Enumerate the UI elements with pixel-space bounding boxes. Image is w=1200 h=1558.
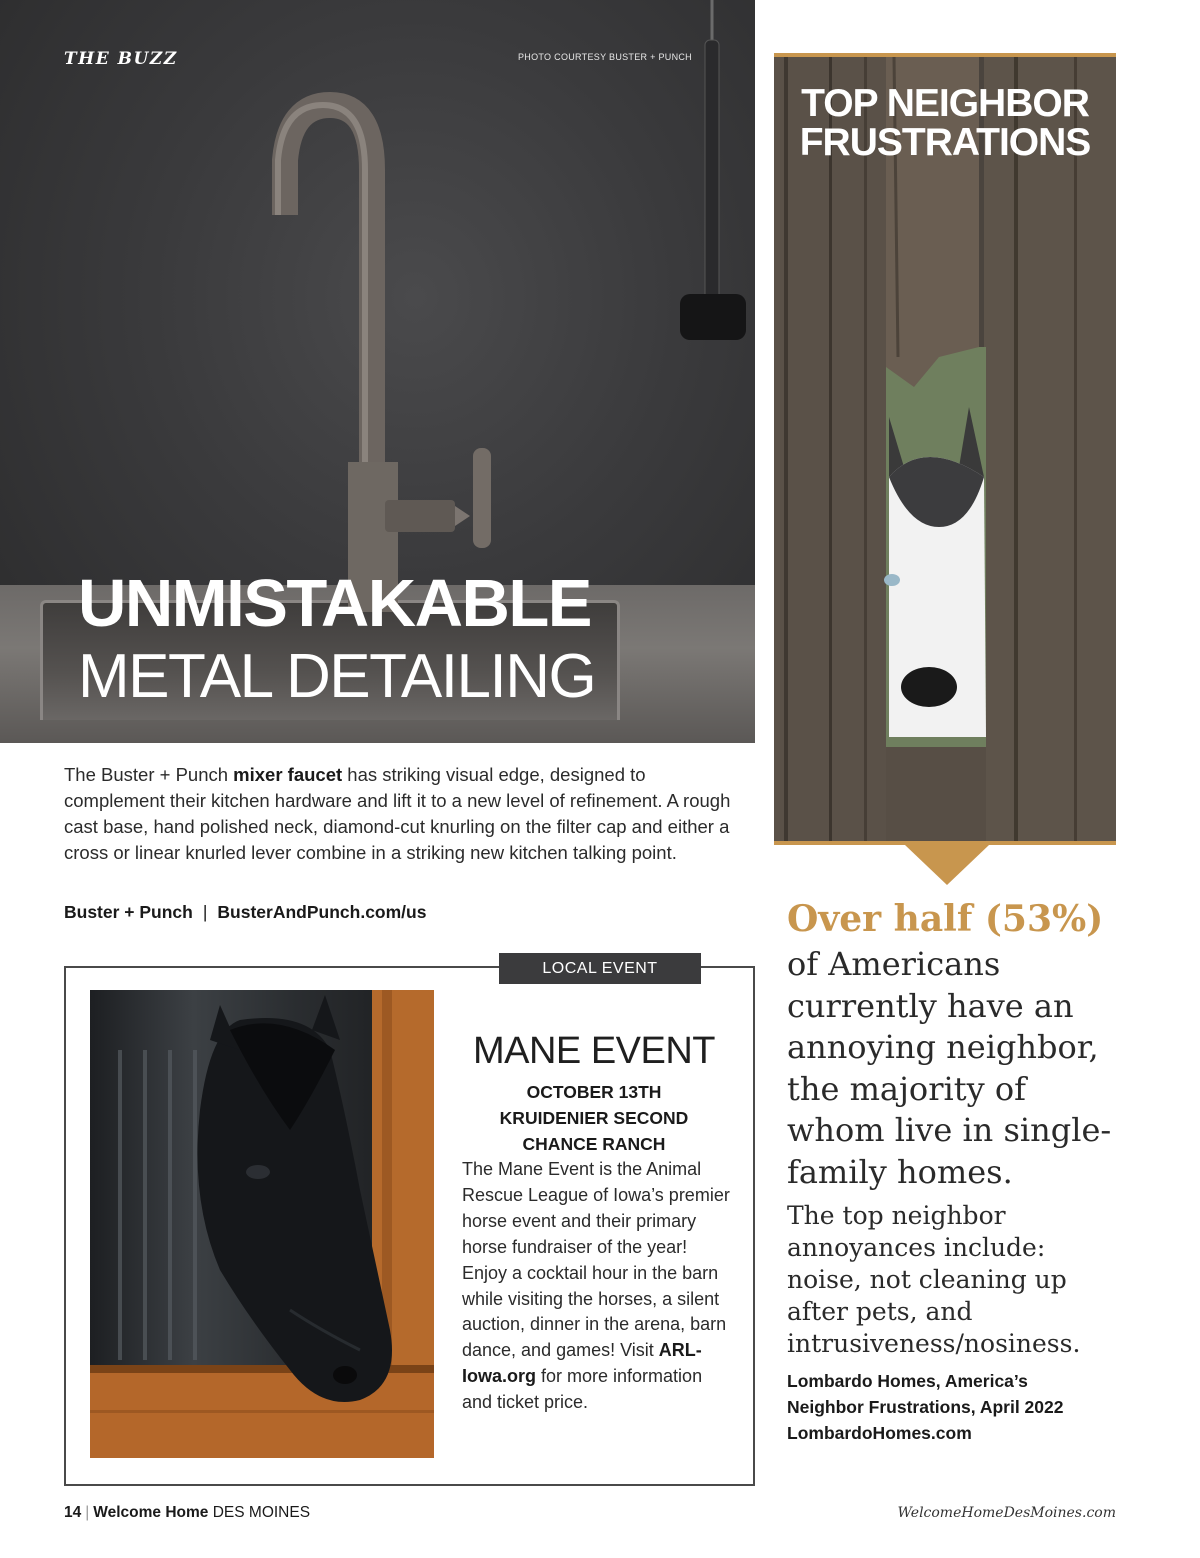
sidebar-title-line-1: TOP NEIGHBOR	[801, 82, 1089, 125]
stat-highlight: Over half (53%)	[787, 898, 1104, 940]
footer-separator: |	[85, 1504, 90, 1521]
hero-photo	[0, 0, 755, 743]
stat-body: of Americans currently have an annoying neighbor, the majority of whom live in single-family homes.	[787, 945, 1112, 1191]
page-number: 14	[64, 1504, 82, 1521]
page-headline	[78, 566, 596, 711]
article-text: has striking visual edge, designed to complement their kitchen hardware and lift it to a new level of refinement. A rough cast base, hand polished neck, diamond-cut knurling on the filter cap and either a cross or linear knurled lever combine in a striking new kitchen talking point.	[64, 764, 731, 863]
stat-source-line-2: Neighbor Frustrations, April 2022	[787, 1397, 1064, 1417]
article-source-separator: |	[202, 902, 208, 922]
event-venue: KRUIDENIER SECOND CHANCE RANCH	[499, 1108, 689, 1154]
section-kicker: THE BUZZ	[64, 49, 178, 69]
footer-brand: Welcome Home	[93, 1504, 209, 1521]
fence-dog-illustration	[774, 57, 1116, 841]
headline-line-2: METAL DETAILING	[78, 642, 596, 711]
article-source-name: Buster + Punch	[64, 902, 193, 922]
footer-city: DES MOINES	[212, 1504, 311, 1521]
stat-source-line-1: Lombardo Homes, America’s	[787, 1371, 1028, 1391]
sidebar-title	[786, 84, 1104, 162]
footer-website[interactable]: WelcomeHomeDesMoines.com	[897, 1505, 1116, 1521]
sidebar-photo	[774, 53, 1116, 845]
event-text-end: for more information and ticket price.	[462, 1366, 703, 1413]
horse-photo	[90, 990, 434, 1458]
article-bold-term: mixer faucet	[233, 764, 343, 785]
stat-source	[787, 1368, 1117, 1446]
article-body	[64, 762, 744, 866]
event-description	[462, 1157, 737, 1416]
stat-source-link[interactable]: LombardoHomes.com	[787, 1423, 972, 1443]
article-source	[64, 902, 426, 923]
horse-illustration	[90, 990, 434, 1458]
headline-line-1: UNMISTAKABLE	[78, 566, 591, 641]
event-details	[462, 1079, 726, 1157]
stat-detail: The top neighbor annoyances include: noise, not cleaning up after pets, and intrusiveness/nosiness.	[787, 1201, 1081, 1358]
article-source-link[interactable]: BusterAndPunch.com/us	[217, 902, 427, 922]
article-intro: The Buster + Punch	[64, 764, 234, 785]
event-link[interactable]: ARL-Iowa.org	[462, 1340, 702, 1387]
photo-credit: PHOTO COURTESY BUSTER + PUNCH	[518, 52, 692, 62]
footer-folio	[64, 1504, 310, 1522]
event-tag: LOCAL EVENT	[499, 953, 701, 984]
event-text: The Mane Event is the Animal Rescue League of Iowa’s premier horse event and their primary horse fundraiser of the year! Enjoy a cocktail hour in the barn while visiting the horses, a silent auction, dinner in the arena, barn dance, and games! Visit	[462, 1159, 730, 1361]
sidebar-title-line-2: FRUSTRATIONS	[799, 121, 1091, 164]
event-title: MANE EVENT	[472, 1030, 716, 1072]
down-arrow-icon	[905, 845, 989, 885]
event-date: OCTOBER 13TH	[526, 1082, 662, 1102]
